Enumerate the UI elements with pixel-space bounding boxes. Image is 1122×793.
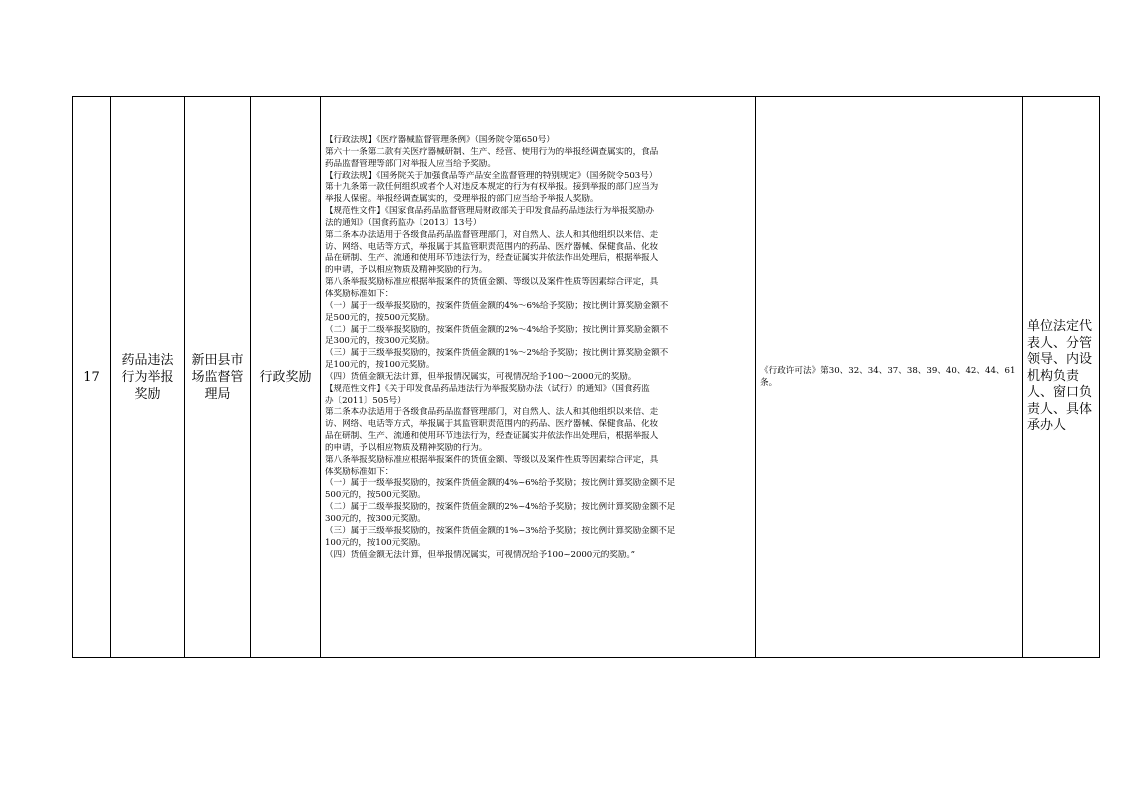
legal-basis-line: 足500元的，按500元奖励。 [325, 312, 435, 323]
legal-basis-line: 第八条举报奖励标准应根据举报案件的货值金额、等级以及案件性质等因素综合评定，具 [325, 454, 659, 465]
legal-basis-line: 的申请，予以相应物质及精神奖励的行为。 [325, 442, 488, 453]
responsible-persons: 单位法定代表人、分管领导、内设机构负责人、窗口负责人、具体承办人 [1027, 319, 1093, 434]
legal-basis-line: 足300元的，按300元奖励。 [325, 336, 435, 347]
legal-basis-line: 第二条本办法适用于各级食品药品监督管理部门，对自然人、法人和其他组织以来信、走 [325, 407, 659, 418]
table-row [73, 97, 1100, 658]
category-cell [251, 97, 321, 658]
legal-basis-line: 体奖励标准如下： [325, 288, 394, 299]
law-reference: 《行政许可法》第30、32、34、37、38、39、40、42、44、61条。 [760, 366, 1016, 388]
power-list-table [72, 96, 1100, 658]
legal-basis-line: 300元的，按300元奖励。 [325, 514, 426, 524]
item-name-cell [111, 97, 185, 658]
responsible-cell [1023, 97, 1100, 658]
row-number: 17 [83, 369, 100, 385]
legal-basis-line: （一）属于一级举报奖励的，按案件货值金额的4%~6%给予奖励；按比例计算奖励金额不足 [325, 478, 676, 489]
legal-basis-text [325, 135, 752, 561]
legal-basis-line: 【规范性文件】《国家食品药品监督管理局财政部关于印发食品药品违法行为举报奖励办 [325, 206, 654, 217]
legal-basis-line: （四）货值金额无法计算，但举报情况属实，可视情况给予100～2000元的奖励。 [325, 371, 637, 382]
legal-basis-line: 【行政法规】《医疗器械监督管理条例》（国务院令第650号） [325, 135, 555, 145]
legal-basis-line: 500元的，按500元奖励。 [325, 490, 426, 501]
legal-basis-line: 药品监督管理等部门对举报人应当给予奖励。 [325, 158, 496, 169]
legal-basis-line: 第十九条第一款任何组织或者个人对违反本规定的行为有权举报。接到举报的部门应当为 [325, 182, 659, 193]
legal-basis-line: 第六十一条第二款有关医疗器械研制、生产、经营、使用行为的举报经调查属实的，食品 [325, 146, 659, 157]
legal-basis-line: 的申请，予以相应物质及精神奖励的行为。 [325, 265, 488, 276]
legal-basis-line: （三）属于三级举报奖励的，按案件货值金额的1%~3%给予奖励；按比例计算奖励金额不足 [325, 525, 676, 536]
legal-basis-line: 【规范性文件】《关于印发食品药品违法行为举报奖励办法（试行）的通知》（国食药监 [325, 383, 650, 394]
legal-basis-line: 体奖励标准如下： [325, 466, 394, 477]
row-number-cell [73, 97, 111, 658]
legal-basis-line: 品在研制、生产、流通和使用环节违法行为，经查证属实并依法作出处理后，根据举报人 [325, 431, 659, 442]
legal-basis-line: （三）属于三级举报奖励的，按案件货值金额的1%～2%给予奖励；按比例计算奖励金额不 [325, 348, 669, 359]
legal-basis-line: 法的通知》（国食药监办〔2013〕13号） [325, 217, 482, 228]
legal-basis-line: 举报人保密。举报经调查属实的，受理举报的部门应当给予举报人奖励。 [325, 194, 599, 205]
power-category: 行政奖励 [259, 369, 312, 385]
legal-basis-line: （四）货值金额无法计算，但举报情况属实，可视情况给予100~2000元的奖励。” [325, 549, 635, 560]
legal-basis-line: （二）属于二级举报奖励的，按案件货值金额的2%~4%给予奖励；按比例计算奖励金额不足 [325, 502, 676, 513]
legal-basis-line: （二）属于二级举报奖励的，按案件货值金额的2%～4%给予奖励；按比例计算奖励金额不 [325, 324, 669, 335]
legal-basis-line: 100元的，按100元奖励。 [325, 537, 426, 548]
legal-basis-line: 品在研制、生产、流通和使用环节违法行为，经查证属实并依法作出处理后，根据举报人 [325, 253, 659, 264]
legal-basis-line: 第二条本办法适用于各级食品药品监督管理部门，对自然人、法人和其他组织以来信、走 [325, 229, 659, 240]
department-cell [185, 97, 251, 658]
legal-basis-line: 访、网络、电话等方式，举报属于其监管职责范围内的药品、医疗器械、保健食品、化妆 [325, 419, 659, 430]
legal-basis-line: 足100元的，按100元奖励。 [325, 360, 435, 371]
legal-basis-line: 访、网络、电话等方式，举报属于其监管职责范围内的药品、医疗器械、保健食品、化妆 [325, 241, 659, 252]
legal-basis-line: 【行政法规】《国务院关于加强食品等产品安全监督管理的特别规定》（国务院令503号） [325, 170, 658, 181]
department-name: 新田县市场监督管理局 [191, 352, 244, 402]
legal-basis-line: 第八条举报奖励标准应根据举报案件的货值金额、等级以及案件性质等因素综合评定，具 [325, 277, 659, 288]
legal-basis-line: （一）属于一级举报奖励的，按案件货值金额的4%～6%给予奖励；按比例计算奖励金额不 [325, 300, 669, 311]
legal-basis-line: 办〔2011〕505号） [325, 395, 406, 406]
item-name: 药品违法行为举报奖励 [121, 352, 174, 402]
law-reference-cell [756, 97, 1023, 658]
legal-basis-cell [321, 97, 756, 658]
